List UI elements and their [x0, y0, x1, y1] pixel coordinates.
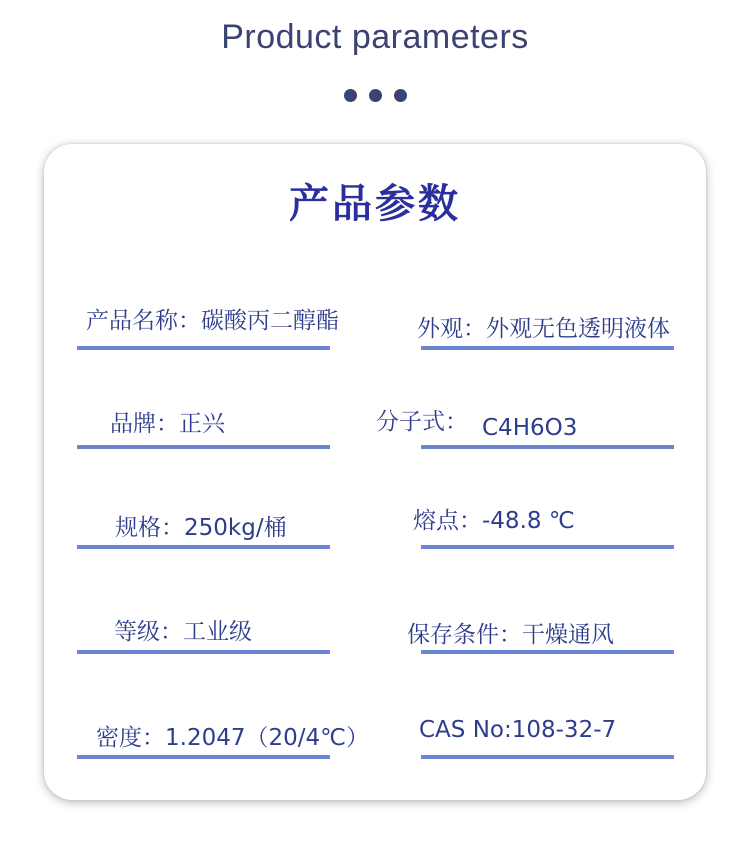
field-underline	[77, 545, 330, 549]
field-value: C4H6O3	[482, 415, 578, 441]
field-value: 工业级	[183, 619, 252, 645]
field-label: 熔点：	[413, 508, 482, 534]
dot-icon	[394, 89, 407, 102]
field-label: CAS No:	[419, 717, 512, 743]
appearance-field	[417, 310, 670, 343]
field-value: 碳酸丙二醇酯	[201, 308, 339, 334]
field-value: 250kg/桶	[184, 515, 287, 541]
field-value: 108-32-7	[511, 717, 617, 743]
field-underline	[77, 650, 330, 654]
field-underline	[77, 445, 330, 449]
field-value: 干燥通风	[522, 622, 614, 648]
field-label: 品牌：	[110, 411, 179, 437]
field-label: 分子式：	[376, 409, 468, 435]
grade-field	[114, 613, 252, 646]
field-label: 等级：	[114, 619, 183, 645]
field-label: 外观：	[417, 316, 486, 342]
field-label: 产品名称：	[86, 308, 201, 334]
field-label: 保存条件：	[407, 622, 522, 648]
field-underline	[421, 650, 674, 654]
field-underline	[77, 346, 330, 350]
cas-field	[419, 717, 616, 743]
page-heading: Product parameters	[221, 18, 529, 56]
field-underline	[421, 545, 674, 549]
field-underline	[421, 445, 674, 449]
melting-point-field	[413, 502, 575, 535]
field-value: -48.8 ℃	[482, 508, 575, 534]
spec-field	[115, 509, 287, 542]
storage-field	[407, 616, 614, 649]
density-field	[96, 719, 369, 752]
parameters-card	[44, 144, 706, 800]
card-title: 产品参数	[289, 181, 461, 227]
brand-field	[110, 405, 225, 438]
field-underline	[421, 755, 674, 759]
field-value: 外观无色透明液体	[486, 316, 670, 342]
field-value: 1.2047（20/4℃）	[165, 725, 369, 751]
field-value: 正兴	[179, 411, 225, 437]
field-label: 密度：	[96, 725, 165, 751]
dot-icon	[369, 89, 382, 102]
dot-icon	[344, 89, 357, 102]
decorative-dots	[0, 89, 750, 102]
product-name-field	[86, 302, 339, 335]
field-underline	[77, 755, 330, 759]
field-underline	[421, 346, 674, 350]
formula-field	[376, 403, 578, 441]
field-label: 规格：	[115, 515, 184, 541]
